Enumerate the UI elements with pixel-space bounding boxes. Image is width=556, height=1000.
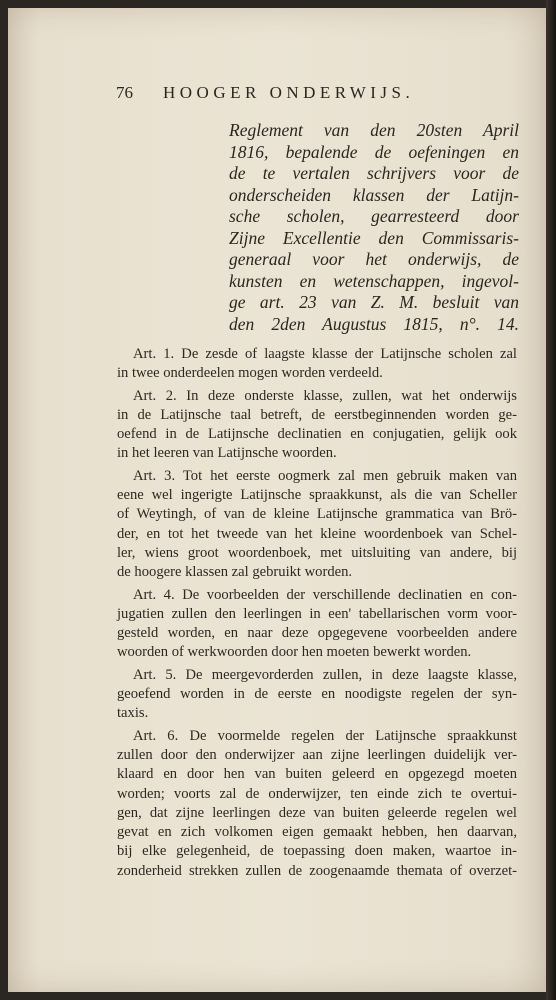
text-line: in twee onderdeelen mogen worden verdeeld. — [117, 365, 383, 382]
text-line: gevat en zich volkomen eigen gemaakt hebben, hen daarvan, — [117, 824, 517, 841]
text-line: Art. 6. De voormelde regelen der Latijnsche spraakkunst — [133, 727, 517, 744]
running-title: HOOGER ONDERWIJS. — [163, 83, 415, 102]
text-line: gen, dat zijne leerlingen deze van buiten geleerde regelen wel — [117, 804, 517, 821]
text-line: geoefend worden in de eerste en noodigste regelen der syn- — [117, 686, 517, 703]
text-line: worden; voorts zal de onderwijzer, ten einde zich te overtui- — [117, 785, 517, 802]
text-line: jugatien zullen den leerlingen in een' tabellarischen vorm voor- — [117, 605, 517, 622]
article-3 — [117, 467, 517, 583]
text-line: ler, wiens groot woordenboek, met uitsluiting van andere, bij — [117, 544, 517, 561]
reglement-line: 1816, bepalende de oefeningen en — [229, 141, 519, 162]
text-line: eene wel ingerigte Latijnsche spraakkunst, als die van Scheller — [117, 487, 517, 504]
text-line: zonderheid strekken zullen de zoogenaamde themata of overzet- — [117, 862, 517, 879]
text-line: in het leeren van Latijnsche woorden. — [117, 445, 337, 462]
reglement-line: ge art. 23 van Z. M. besluit van — [229, 292, 519, 312]
article-4 — [117, 586, 517, 663]
text-line: der, en tot het tweede van het kleine woordenboek van Schel- — [117, 525, 517, 542]
text-line: in de Latijnsche taal betreft, de eerstbeginnenden worden ge- — [117, 406, 517, 423]
article-5 — [117, 666, 517, 724]
reglement-heading — [229, 120, 519, 335]
text-line: Art. 1. De zesde of laagste klasse der Latijnsche scholen zal — [133, 346, 517, 362]
text-line: gesteld worden, en naar deze opgegevene voorbeelden andere — [117, 625, 517, 642]
text-line: bij elke gelegenheid, de toepassing doen maken, waartoe in- — [117, 843, 517, 860]
text-line: woorden of werkwoorden door hen moeten bewerkt worden. — [117, 644, 472, 661]
text-line: klaard en door hen van buiten geleerd en opgezegd moeten — [117, 766, 517, 783]
article-2 — [117, 387, 517, 464]
page-number: 76 — [116, 83, 133, 102]
reglement-line: kunsten en wetenschappen, ingevol- — [229, 270, 519, 291]
text-line: taxis. — [117, 705, 149, 722]
text-line: Art. 5. De meergevorderden zullen, in deze laagste klasse, — [133, 666, 517, 683]
reglement-line: generaal voor het onderwijs, de — [229, 249, 519, 269]
text-line: oefend in de Latijnsche declinatien en conjugatien, gelijk ook — [117, 426, 517, 443]
reglement-line: de te vertalen schrijvers voor de — [229, 163, 519, 183]
reglement-line: Zijne Excellentie den Commissaris- — [229, 227, 519, 248]
reglement-line: Reglement van den 20sten April — [229, 120, 519, 140]
reglement-line: sche scholen, gearresteerd door — [229, 206, 519, 226]
articles-body — [117, 345, 517, 884]
running-header — [116, 83, 461, 103]
text-line: Art. 3. Tot het eerste oogmerk zal men gebruik maken van — [133, 467, 517, 484]
text-line: Art. 2. In deze onderste klasse, zullen, wat het onderwijs — [133, 387, 517, 404]
text-line: zullen door den onderwijzer aan zijne leerlingen duidelijk ver- — [117, 746, 517, 763]
scan-edge — [546, 0, 556, 1000]
text-line: Art. 4. De voorbeelden der verschillende declinatien en con- — [133, 586, 517, 603]
reglement-line: den 2den Augustus 1815, n°. 14. — [229, 313, 519, 334]
article-6 — [117, 727, 517, 881]
text-line: of Weytingh, of van de kleine Latijnsche grammatica van Brö- — [117, 506, 517, 523]
text-line: de hoogere klassen zal gebruikt worden. — [117, 564, 353, 581]
article-1 — [117, 345, 517, 384]
reglement-line: onderscheiden klassen der Latijn- — [229, 184, 519, 205]
